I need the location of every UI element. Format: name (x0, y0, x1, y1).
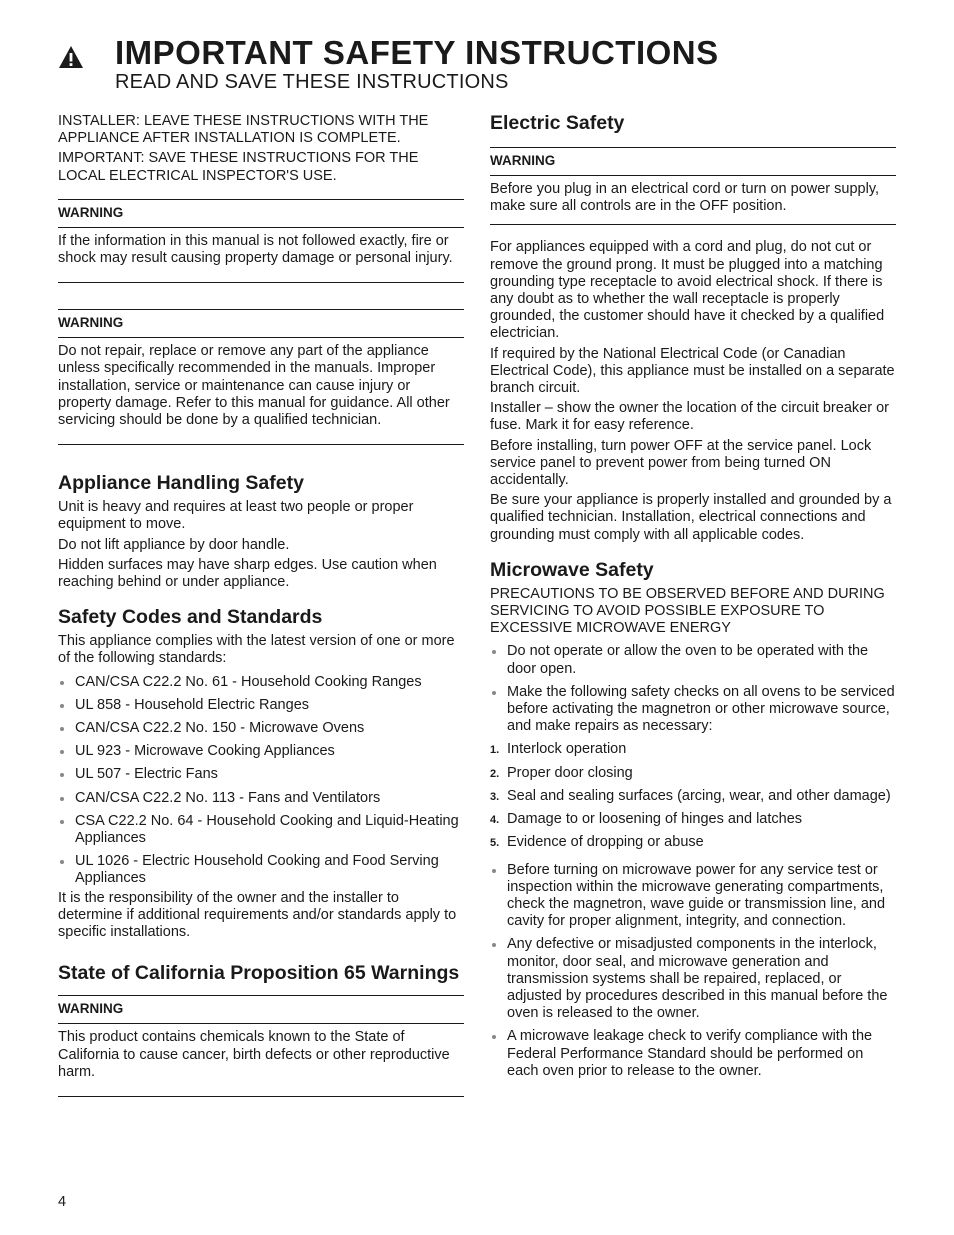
list-item (490, 741, 896, 758)
list-item (490, 834, 896, 851)
warning-label: WARNING (490, 148, 896, 176)
inspector-note: IMPORTANT: SAVE THESE INSTRUCTIONS FOR THE LOCAL ELECTRICAL INSPECTOR'S USE. (58, 150, 419, 184)
list-text: Seal and sealing surfaces (arcing, wear, and other damage) (507, 787, 891, 804)
list-number: 4. (490, 814, 500, 827)
list-number: 3. (490, 790, 500, 803)
section-heading-microwave: Microwave Safety (490, 558, 654, 581)
list-number: 1. (490, 744, 500, 757)
warning-box-electric (490, 147, 896, 225)
warning-label: WARNING (58, 310, 464, 338)
list-item: Any defective or misadjusted components in the interlock, monitor, door seal, and microwave generation and transmission systems shall be repaired, replaced, or adjusted by procedures described in this manual before the oven is released to the owner. (490, 936, 896, 1022)
page-subtitle: READ AND SAVE THESE INSTRUCTIONS (115, 71, 509, 93)
standards-list (58, 674, 464, 888)
warning-text: Do not repair, replace or remove any part of the appliance unless specifically recommended in the manuals. Improper installation, service or maintenance can cause injury or property damage. Refer to this manual for guidance. All other servicing should be done by a qualified technician. (58, 343, 450, 429)
paragraph: Hidden surfaces may have sharp edges. Use caution when reaching behind or under appliance. (58, 556, 437, 591)
list-item: CAN/CSA C22.2 No. 150 - Microwave Ovens (58, 720, 464, 737)
list-item: CSA C22.2 No. 64 - Household Cooking and Liquid-Heating Appliances (58, 813, 464, 847)
paragraph: If required by the National Electrical Code (or Canadian Electrical Code), this appliance must be installed on a separate branch circuit. (490, 345, 895, 397)
warning-box-manual (58, 199, 464, 283)
list-item: Do not operate or allow the oven to be operated with the door open. (490, 643, 896, 677)
warning-label: WARNING (58, 200, 464, 228)
paragraph: Do not lift appliance by door handle. (58, 536, 290, 553)
section-heading-prop65: State of California Proposition 65 Warnings (58, 962, 460, 985)
paragraph: Unit is heavy and requires at least two people or proper equipment to move. (58, 499, 414, 533)
paragraph: This appliance complies with the latest version of one or more of the following standards: (58, 633, 455, 667)
page-title: IMPORTANT SAFETY INSTRUCTIONS (115, 34, 719, 71)
warning-triangle-icon (58, 45, 84, 69)
list-item: UL 1026 - Electric Household Cooking and Food Serving Appliances (58, 853, 464, 887)
list-number: 5. (490, 837, 500, 850)
list-item (490, 788, 896, 805)
warning-text: If the information in this manual is not followed exactly, fire or shock may result causing property damage or personal injury. (58, 232, 453, 267)
list-text: Interlock operation (507, 741, 627, 758)
list-item: CAN/CSA C22.2 No. 113 - Fans and Ventilators (58, 790, 464, 807)
list-item: UL 507 - Electric Fans (58, 766, 464, 783)
paragraph: Be sure your appliance is properly installed and grounded by a qualified technician. Installation, electrical connections and grounding must comply with all applicable codes. (490, 492, 892, 543)
list-item: A microwave leakage check to verify compliance with the Federal Performance Standard should be performed on each oven prior to release to the owner. (490, 1028, 896, 1080)
list-number: 2. (490, 767, 500, 780)
microwave-bullets-2 (490, 862, 896, 1080)
paragraph: It is the responsibility of the owner and the installer to determine if additional requirements and/or standards apply to specific installations. (58, 889, 457, 941)
list-item: CAN/CSA C22.2 No. 61 - Household Cooking Ranges (58, 674, 464, 691)
paragraph: Before installing, turn power OFF at the service panel. Lock service panel to prevent power from being turned ON accidentally. (490, 437, 872, 489)
warning-text: Before you plug in an electrical cord or turn on power supply, make sure all controls are in the OFF position. (490, 181, 880, 215)
paragraph: PRECAUTIONS TO BE OBSERVED BEFORE AND DURING SERVICING TO AVOID POSSIBLE EXPOSURE TO EXCESSIVE MICROWAVE ENERGY (490, 585, 885, 637)
paragraph: For appliances equipped with a cord and plug, do not cut or remove the ground prong. It must be plugged into a matching grounding type receptacle to avoid electrical shock. If there is any doubt as to whether the wall receptacle is properly grounded, the customer should have it checked by a qualified electrician. (490, 239, 885, 342)
warning-label: WARNING (58, 996, 464, 1024)
section-heading-handling: Appliance Handling Safety (58, 472, 304, 495)
section-heading-codes: Safety Codes and Standards (58, 606, 323, 629)
section-heading-electric: Electric Safety (490, 112, 625, 134)
list-text: Damage to or loosening of hinges and latches (507, 811, 803, 828)
warning-box-prop65 (58, 995, 464, 1097)
list-text: Proper door closing (507, 764, 633, 781)
microwave-bullets-1 (490, 643, 896, 735)
installer-note: INSTALLER: LEAVE THESE INSTRUCTIONS WITH THE APPLIANCE AFTER INSTALLATION IS COMPLETE. (58, 113, 429, 147)
list-item: Before turning on microwave power for any service test or inspection within the microwave generating compartments, check the magnetron, wave guide or transmission line, and cavity for proper alignment, integrity, and connection. (490, 862, 896, 931)
right-column (490, 113, 896, 1086)
list-text: Evidence of dropping or abuse (507, 834, 704, 851)
list-item (490, 765, 896, 782)
warning-text: This product contains chemicals known to the State of California to cause cancer, birth defects or other reproductive harm. (58, 1029, 450, 1080)
list-item (490, 811, 896, 828)
paragraph: Installer – show the owner the location of the circuit breaker or fuse. Mark it for easy reference. (490, 400, 889, 434)
list-item: UL 858 - Household Electric Ranges (58, 697, 464, 714)
left-column (58, 113, 464, 1097)
safety-checks-list (490, 741, 896, 851)
list-item: UL 923 - Microwave Cooking Appliances (58, 743, 464, 760)
list-item: Make the following safety checks on all ovens to be serviced before activating the magnetron or other microwave source, and make repairs as necessary: (490, 684, 896, 736)
warning-box-repair (58, 309, 464, 445)
page-number: 4 (58, 1194, 67, 1210)
